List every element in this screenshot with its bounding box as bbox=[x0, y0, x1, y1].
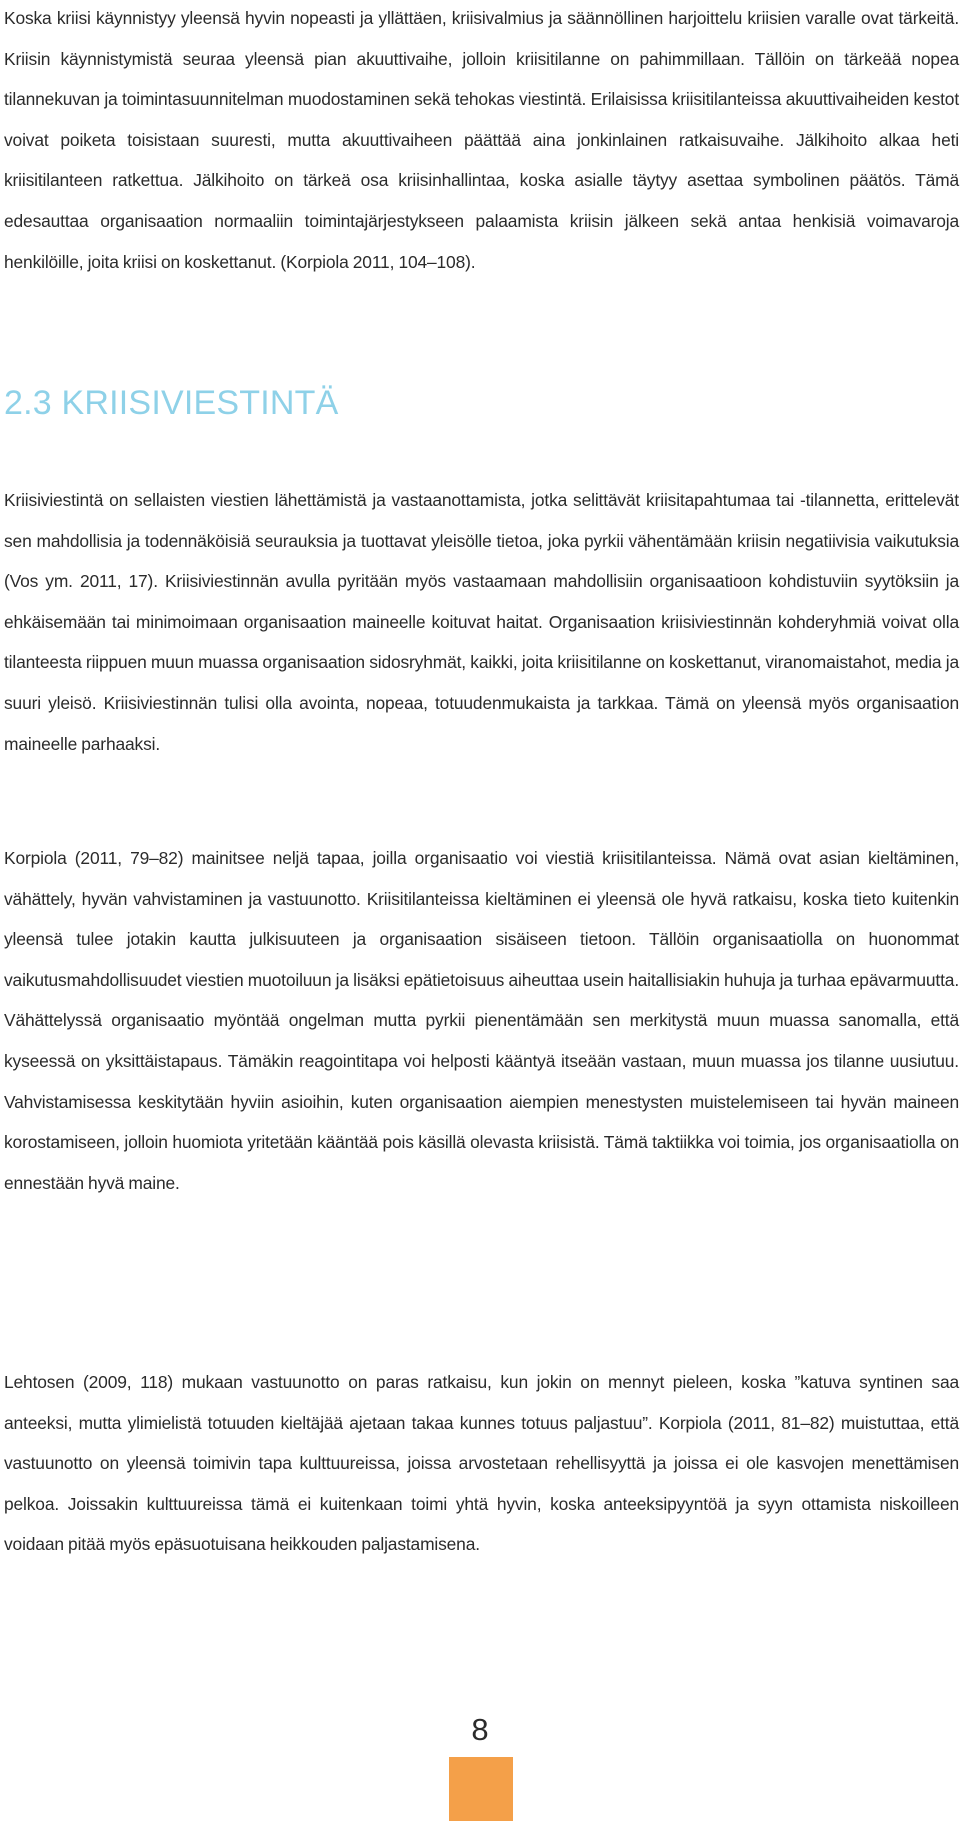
paragraph-crisis-communication-definition: Kriisiviestintä on sellaisten viestien lähettämistä ja vastaanottamista, jotka selittävät kriisitapahtumaa tai -tilannetta, erittelevät sen mahdollisia ja todennäköisiä seurauksia ja tuottavat yleisölle tietoa, joka pyrkii vähentämään kriisin negatiivisia vaikutuksia (Vos ym. 2011, 17). Kriisiviestinnän avulla pyritään myös vastaamaan mahdollisiin organisaatioon kohdistuviin syytöksiin ja ehkäisemään tai minimoimaan organisaation maineelle koituvat haitat. Organisaation kriisiviestinnän kohderyhmiä voivat olla tilanteesta riippuen muun muassa organisaation sidosryhmät, kaikki, joita kriisitilanne on koskettanut, viranomaistahot, media ja suuri yleisö. Kriisiviestinnän tulisi olla avointa, nopeaa, totuudenmukaista ja tarkkaa. Tämä on yleensä myös organisaation maineelle parhaaksi. bbox=[4, 490, 959, 754]
paragraph-crisis-phases: Koska kriisi käynnistyy yleensä hyvin nopeasti ja yllättäen, kriisivalmius ja säännöllinen harjoittelu kriisien varalle ovat tärkeitä. Kriisin käynnistymistä seuraa yleensä pian akuuttivaihe, jolloin kriisitilanne on pahimmillaan. Tällöin on tärkeää nopea tilannekuvan ja toimintasuunnitelman muodostaminen sekä tehokas viestintä. Erilaisissa kriisitilanteissa akuuttivaiheiden kestot voivat poiketa toisistaan suuresti, mutta akuuttivaiheen päättää aina jonkinlainen ratkaisuvaihe. Jälkihoito alkaa heti kriisitilanteen ratkettua. Jälkihoito on tärkeä osa kriisinhallintaa, koska asialle täytyy asettaa symbolinen päätös. Tämä edesauttaa organisaation normaaliin toimintajärjestykseen palaamista kriisin jälkeen sekä antaa henkisiä voimavaroja henkilöille, joita kriisi on koskettanut. (Korpiola 2011, 104–108). bbox=[4, 8, 959, 272]
section-heading: 2.3 KRIISIVIESTINTÄ bbox=[4, 384, 339, 422]
page-number-tab bbox=[449, 1757, 513, 1821]
page-number: 8 bbox=[471, 1712, 489, 1747]
paragraph-four-communication-methods: Korpiola (2011, 79–82) mainitsee neljä tapaa, joilla organisaatio voi viestiä kriisitilanteissa. Nämä ovat asian kieltäminen, vähättely, hyvän vahvistaminen ja vastuunotto. Kriisitilanteissa kieltäminen ei yleensä ole hyvä ratkaisu, koska tieto kuitenkin yleensä tulee jotakin kautta julkisuuteen ja organisaation sisäiseen tietoon. Tällöin organisaatiolla on huonommat vaikutusmahdollisuudet viestien muotoiluun ja lisäksi epätietoisuus aiheuttaa usein haitallisiakin huhuja ja turhaa epävarmuutta. Vähättelyssä organisaatio myöntää ongelman mutta pyrkii pienentämään sen merkitystä muun muassa sanomalla, että kyseessä on yksittäistapaus. Tämäkin reagointitapa voi helposti kääntyä itseään vastaan, muun muassa jos tilanne uusiutuu. Vahvistamisessa keskitytään hyviin asioihin, kuten organisaation aiempien menestysten muistelemiseen tai hyvän maineen korostamiseen, jolloin huomiota yritetään kääntää pois käsillä olevasta kriisistä. Tämä taktiikka voi toimia, jos organisaatiolla on ennestään hyvä maine. bbox=[4, 848, 959, 1193]
paragraph-taking-responsibility: Lehtosen (2009, 118) mukaan vastuunotto on paras ratkaisu, kun jokin on mennyt pieleen, koska ”katuva syntinen saa anteeksi, mutta ylimielistä totuuden kieltäjää ajetaan takaa kunnes totuus paljastuu”. Korpiola (2011, 81–82) muistuttaa, että vastuunotto on yleensä toimivin tapa kulttuureissa, joissa arvostetaan rehellisyyttä ja joissa ei ole kasvojen menettämisen pelkoa. Joissakin kulttuureissa tämä ei kuitenkaan toimi yhtä hyvin, koska anteeksipyyntöä ja syyn ottamista niskoilleen voidaan pitää myös epäsuotuisana heikkouden paljastamisena. bbox=[4, 1372, 959, 1555]
